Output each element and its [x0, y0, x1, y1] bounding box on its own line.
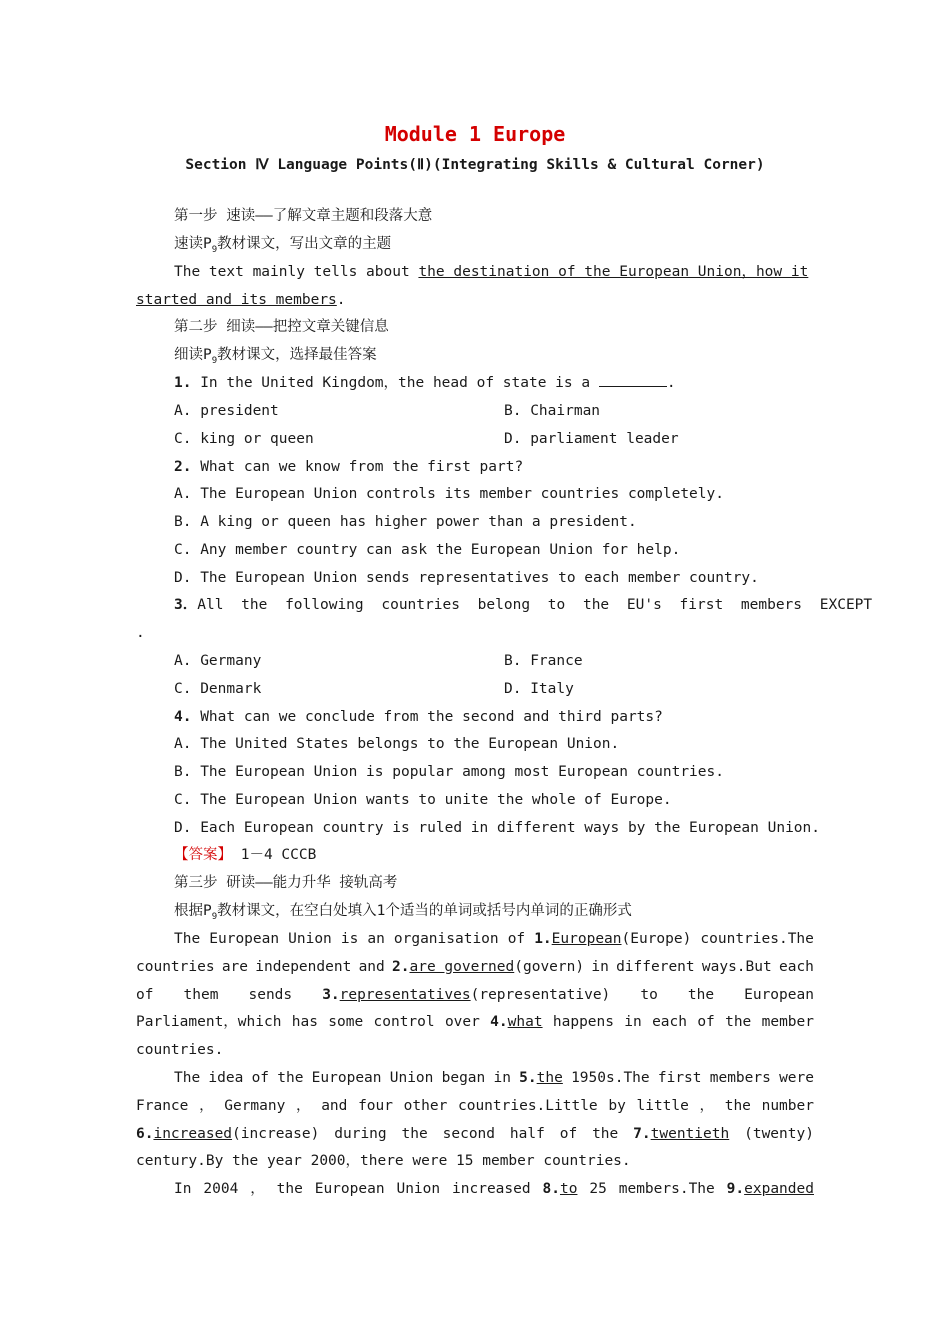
step1-answer-line2: started and its members. — [136, 292, 346, 308]
q3-options-ab: A. Germany B. France — [174, 653, 583, 669]
question-1: 1. In the United Kingdom，the head of state is a . — [174, 375, 676, 391]
step2-heading: 第二步 细读——把控文章关键信息 — [174, 319, 389, 335]
q3-options-cd: C. Denmark D. Italy — [174, 681, 574, 697]
question-4: 4. What can we conclude from the second and third parts? — [174, 709, 663, 725]
p1-line5: countries. — [136, 1042, 224, 1058]
p1-line3: of them sends 3.representatives(representative) to the European — [136, 987, 814, 1003]
step1-heading: 第一步 速读——了解文章主题和段落大意 — [174, 208, 433, 224]
answer-blank — [599, 373, 667, 387]
q4-option-b: B. The European Union is popular among most European countries. — [174, 764, 724, 780]
answer-key: 【答案】 1－4 CCCB — [174, 847, 317, 863]
step1-answer-line1: The text mainly tells about the destination of the European Union，how it — [174, 264, 809, 280]
q1-options-cd: C. king or queen D. parliament leader — [174, 431, 679, 447]
q4-option-c: C. The European Union wants to unite the whole of Europe. — [174, 792, 672, 808]
question-2: 2. What can we know from the first part? — [174, 459, 524, 475]
step1-instruction: 速读$P_9$教材课文，写出文章的主题 — [174, 236, 392, 255]
q4-option-d: D. Each European country is ruled in different ways by the European Union. — [174, 820, 821, 836]
answer-label: 【答案】 — [174, 847, 232, 863]
q2-option-d: D. The European Union sends representatives to each member country. — [174, 570, 759, 586]
step3-instruction: 根据$P_9$教材课文，在空白处填入1个适当的单词或括号内单词的正确形式 — [174, 903, 632, 922]
q4-option-a: A. The United States belongs to the European Union. — [174, 736, 620, 752]
p1-line1: The European Union is an organisation of 1.European(Europe) countries.The — [174, 931, 814, 947]
p2-line4: century.By the year 2000，there were 15 member countries. — [136, 1153, 631, 1169]
p2-line1: The idea of the European Union began in 5.the 1950s.The first members were — [174, 1070, 814, 1086]
p2-line2: France ， Germany ， and four other countries.Little by little ， the number — [136, 1098, 814, 1114]
q2-option-b: B. A king or queen has higher power than a president. — [174, 514, 637, 530]
question-3: 3．All the following countries belong to the EU's first members EXCEPT — [174, 597, 873, 613]
section-subtitle: Section Ⅳ Language Points(Ⅱ)(Integrating Skills & Cultural Corner) — [185, 157, 765, 173]
step3-heading: 第三步 研读——能力升华 接轨高考 — [174, 875, 398, 891]
p3-line1: In 2004 ， the European Union increased 8.to 25 members.The 9.expanded — [174, 1181, 814, 1197]
p1-line4: Parliament，which has some control over 4.what happens in each of the member — [136, 1014, 814, 1030]
p2-line3: 6.increased(increase) during the second half of the 7.twentieth (twenty) — [136, 1126, 814, 1142]
step2-instruction: 细读$P_9$教材课文，选择最佳答案 — [174, 347, 377, 366]
q2-option-c: C. Any member country can ask the European Union for help. — [174, 542, 681, 558]
q1-options-ab: A. president B. Chairman — [174, 403, 601, 419]
q2-option-a: A. The European Union controls its member countries completely. — [174, 486, 724, 502]
module-title: Module 1 Europe — [384, 122, 566, 146]
p1-line2: countries are independent and 2.are governed(govern) in different ways.But each — [136, 959, 814, 975]
question-3-cont: . — [136, 625, 145, 641]
